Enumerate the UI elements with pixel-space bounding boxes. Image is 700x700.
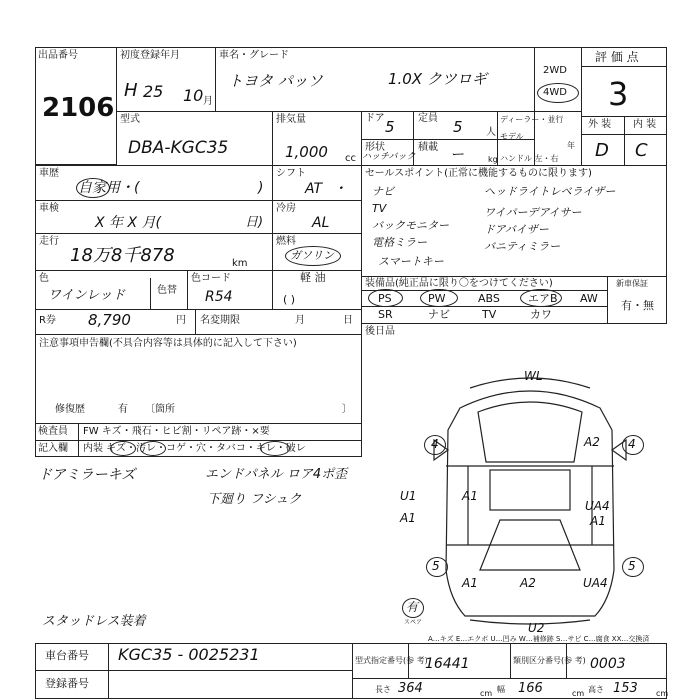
caution-title: 注意事項申告欄(不具合内容等は具体的に記入して下さい) (39, 338, 297, 349)
drive-4wd: 4WD (543, 87, 567, 98)
first-reg-label: 初度登録年月 (120, 50, 180, 61)
class-label: 類別区分番号(参 考) (513, 656, 586, 665)
eq-navi: ナビ (428, 308, 450, 321)
model-year-unit: 年 (567, 141, 575, 150)
recycle-value: 8,790 (88, 311, 131, 329)
later-items-label: 後日品 (365, 326, 395, 337)
color-code-value: R54 (205, 289, 233, 305)
kg-unit: kg (488, 155, 498, 164)
shift-value: AT (305, 181, 323, 197)
first-reg-month: 10 (183, 86, 204, 105)
new-car-label: 新車保証 (616, 279, 648, 288)
length-value: 364 (398, 681, 423, 696)
recycle-label: R券 (39, 315, 56, 326)
door-label: ドア (365, 113, 385, 124)
eq-leather: カワ (530, 308, 552, 321)
eq-airb: エアB (528, 292, 558, 305)
mark-a2-top: A2 (584, 435, 600, 449)
door-value: 5 (385, 118, 395, 136)
sp-left-0: ナビ (372, 185, 394, 198)
fuel-other: 軽 油 (300, 271, 326, 284)
mark-a1-right: A1 (590, 514, 606, 528)
mark-a2-rear: A2 (520, 576, 536, 590)
type-spec-label: 型式指定番号(参 考) (355, 656, 428, 665)
mark-spare: 有 (406, 600, 419, 614)
spare-label: スペア (404, 619, 423, 626)
mark-u1: U1 (400, 489, 417, 503)
note-underbody: 下廻り フシュク (207, 492, 302, 507)
sp-left-2: バックモニター (372, 219, 449, 232)
color-code-label: 色コード (191, 273, 231, 284)
shift-dot: ・ (333, 181, 347, 197)
dealer-label: ディーラー・並行 (500, 115, 564, 124)
name-change-month: 月 (295, 315, 305, 326)
lot-label: 出品番号 (38, 50, 78, 61)
diagram-legend: A…キズ E…エクボ U…凹み W…補修跡 S…サビ C…腐食 XX…交換済 (428, 635, 650, 643)
shape-label: 形状 (365, 142, 385, 153)
reg-label: 登録番号 (45, 677, 89, 690)
inspector-items: FW キズ・飛石・ヒビ割・リペア跡・×要 (83, 426, 270, 437)
displacement-label: 排気量 (276, 114, 306, 125)
repair-label: 修復歴 (55, 404, 85, 415)
width-value: 166 (518, 681, 543, 696)
first-reg-year: 25 (143, 82, 164, 101)
month-unit: 月 (203, 96, 213, 107)
note-studless: スタッドレス装着 (42, 614, 146, 629)
capacity-unit: 人 (486, 127, 496, 138)
fuel-paren: ( ) (283, 293, 296, 306)
inspection-value: X 年 X 月( (95, 215, 161, 231)
entry-items: 内装 キズ・汚レ・コゲ・穴・タバコ・キレ・破レ (83, 443, 306, 454)
eq-sr: SR (378, 308, 393, 321)
displacement-value: 1,000 (285, 143, 328, 161)
eval-score: 3 (608, 75, 629, 113)
color-value: ワインレッド (48, 288, 126, 303)
new-car-value: 有・無 (621, 299, 654, 312)
color-label: 色 (39, 273, 49, 284)
handle-label: ハンドル 左・右 (500, 154, 559, 163)
repair-place: 〔箇所 (145, 404, 175, 415)
history-close: ) (258, 180, 264, 196)
eq-abs: ABS (478, 292, 500, 305)
type-value: DBA-KGC35 (128, 138, 229, 158)
eq-ps: PS (378, 292, 392, 305)
name-change-label: 名変期限 (200, 315, 240, 326)
color-change-label: 色替 (157, 285, 177, 296)
inspector-label: 検査員 (38, 426, 68, 437)
exterior-grade: D (595, 140, 609, 161)
mark-5-right: 5 (628, 559, 636, 573)
capacity-label: 定員 (418, 113, 438, 124)
sales-points-title: セールスポイント(正常に機能するものに限ります) (365, 168, 592, 179)
mileage-label: 走行 (39, 236, 59, 247)
fuel-circled: ガソリン (290, 249, 334, 262)
sp-right-1: ワイパーデアイサー (484, 206, 582, 219)
shape-value: ハッチバック (362, 152, 416, 162)
interior-grade: C (635, 140, 648, 161)
capacity-value: 5 (453, 118, 463, 136)
length-unit: cm (480, 689, 493, 698)
recycle-box (35, 309, 362, 335)
mark-a1-rear: A1 (462, 576, 478, 590)
width-label: 幅 (497, 685, 505, 694)
fuel-label: 燃料 (276, 236, 296, 247)
load-value: ー (450, 147, 464, 163)
car-name-label: 車名・グレード (219, 50, 289, 61)
sp-left-4: スマートキー (378, 255, 444, 268)
type-label: 型式 (120, 114, 140, 125)
mark-4-right: 4 (628, 437, 636, 451)
drive-2wd: 2WD (543, 65, 567, 76)
note-end-panel: エンドパネル ロア4ポ歪 (205, 467, 348, 482)
mark-a1-side: A1 (462, 489, 478, 503)
eq-aw: AW (580, 292, 598, 305)
yen-unit: 円 (176, 315, 186, 326)
type-spec-value: 16441 (425, 656, 470, 672)
height-value: 153 (613, 681, 638, 696)
chassis-label: 車台番号 (45, 649, 89, 662)
ac-value: AL (312, 215, 330, 231)
mark-ua4-right: UA4 (585, 499, 610, 513)
class-value: 0003 (590, 656, 626, 672)
width-unit: cm (572, 689, 585, 698)
eq-pw: PW (428, 292, 446, 305)
sp-right-2: ドアバイザー (484, 223, 549, 236)
length-label: 長さ (375, 685, 391, 694)
mark-wl: WL (524, 369, 543, 383)
note-door-mirror: ドアミラーキズ (38, 467, 136, 483)
eval-label: 評 価 点 (595, 50, 639, 64)
grade: 1.0X クツロギ (388, 70, 487, 88)
height-unit: cm (656, 689, 669, 698)
shift-label: シフト (276, 168, 306, 179)
mark-5-left: 5 (432, 559, 440, 573)
first-reg-era: H (124, 80, 138, 101)
cc-unit: cc (345, 153, 356, 164)
repair-close: 〕 (342, 404, 352, 415)
inspection-label: 車検 (39, 203, 59, 214)
entry-label: 記入欄 (38, 443, 68, 454)
mark-4-left: 4 (431, 437, 439, 451)
eq-tv: TV (482, 308, 497, 321)
mileage-value: 18万8千878 (70, 245, 175, 266)
height-label: 高さ (588, 685, 604, 694)
sp-left-1: TV (372, 202, 387, 215)
ac-label: 冷房 (276, 203, 296, 214)
repair-value: 有 (118, 404, 128, 415)
mark-a1-left: A1 (400, 511, 416, 525)
lot-number: 2106 (42, 93, 115, 123)
history-value: 自家用・( (78, 180, 140, 196)
chassis-value: KGC35 - 0025231 (118, 645, 260, 664)
sp-left-3: 電格ミラー (372, 236, 427, 249)
exterior-label: 外 装 (588, 119, 612, 130)
mark-ua4-rear: UA4 (583, 576, 608, 590)
sp-right-3: バニティミラー (484, 240, 561, 253)
load-label: 積載 (418, 142, 438, 153)
mark-u2: U2 (528, 621, 545, 635)
car-name: トヨタ パッソ (228, 72, 323, 90)
car-damage-diagram (390, 370, 670, 635)
equipment-title: 装備品(純正品に限り〇をつけてください) (365, 278, 553, 289)
model-year-label: モデル (500, 132, 524, 141)
km-unit: km (232, 258, 248, 269)
name-change-day: 日 (343, 315, 353, 326)
inspection-close: 日) (245, 215, 264, 230)
interior-label: 内 装 (633, 119, 657, 130)
sp-right-0: ヘッドライトレベライザー (484, 185, 616, 198)
history-label: 車歴 (39, 168, 59, 179)
